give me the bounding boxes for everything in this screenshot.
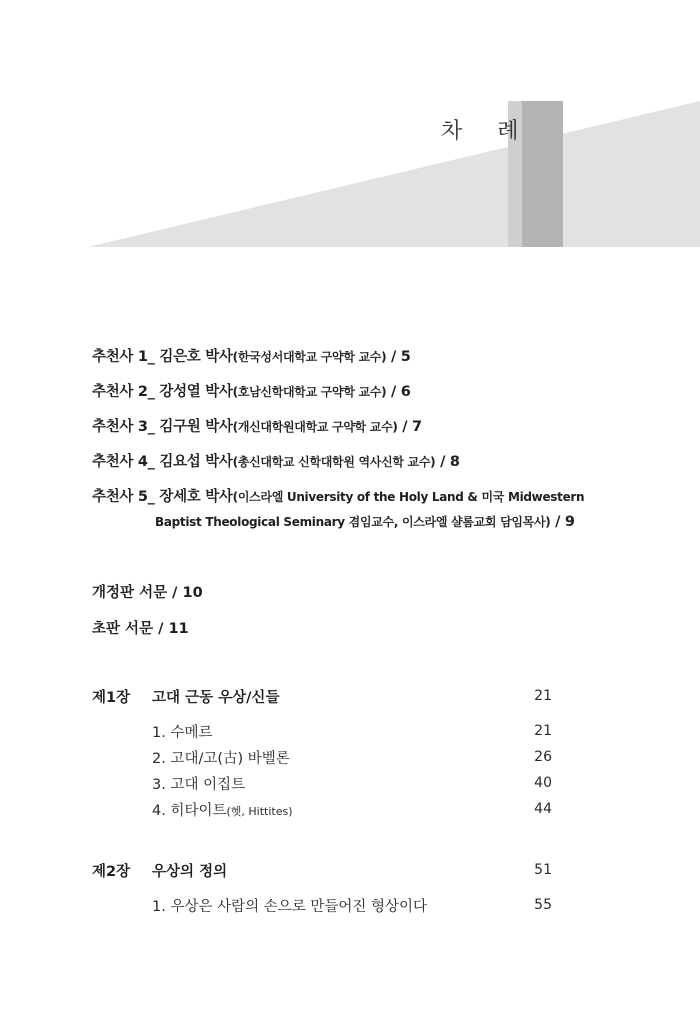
rec-label: 추천사 3_ 김구원 박사 bbox=[92, 419, 233, 435]
rec-label: 추천사 1_ 김은호 박사 bbox=[92, 349, 233, 365]
rec-label: 추천사 2_ 강성열 박사 bbox=[92, 384, 233, 400]
rec-page: / 8 bbox=[435, 454, 460, 470]
header-wedge bbox=[88, 101, 700, 247]
rec-affil: (총신대학교 신학대학원 역사신학 교수) bbox=[232, 455, 436, 469]
preface-first: 초판 서문 / 11 bbox=[92, 621, 189, 637]
section-2-1-title: 1. 우상은 사람의 손으로 만들어진 형상이다 bbox=[152, 899, 427, 915]
chapter-1-title: 고대 근동 우상/신들 bbox=[152, 690, 280, 706]
rec-affil-continued bbox=[92, 513, 584, 530]
recommendation-2 bbox=[92, 380, 411, 401]
section-2-1-page: 55 bbox=[534, 897, 552, 913]
section-1-2-page: 26 bbox=[534, 749, 552, 765]
rec-page: / 9 bbox=[550, 514, 575, 530]
recommendation-1 bbox=[92, 345, 411, 366]
section-1-2-title: 2. 고대/고(古) 바벨론 bbox=[152, 751, 290, 767]
section-1-1-title: 1. 수메르 bbox=[152, 725, 213, 741]
toc-title: 차 례 bbox=[441, 119, 533, 144]
chapter-1-page: 21 bbox=[534, 688, 552, 704]
chapter-2-page: 51 bbox=[534, 862, 552, 878]
rec-page: / 5 bbox=[386, 349, 411, 365]
section-title-text: 4. 히타이트 bbox=[152, 803, 227, 819]
section-1-3-title: 3. 고대 이집트 bbox=[152, 777, 246, 793]
header-decoration bbox=[0, 0, 700, 260]
rec-affil2: Baptist Theological Seminary 겸임교수, 이스라엘 샬롬교회 담임목사) bbox=[155, 515, 551, 529]
chapter-1-number: 제1장 bbox=[92, 690, 131, 706]
section-1-3-page: 40 bbox=[534, 775, 552, 791]
preface-revised: 개정판 서문 / 10 bbox=[92, 585, 203, 601]
chapter-2-title: 우상의 정의 bbox=[152, 864, 228, 880]
recommendation-5 bbox=[92, 485, 584, 530]
section-title-note: (헷, Hittites) bbox=[226, 805, 293, 818]
rec-affil: (이스라엘 University of the Holy Land & 미국 Midwestern bbox=[232, 490, 585, 504]
rec-page: / 6 bbox=[386, 384, 411, 400]
rec-label: 추천사 5_ 장세호 박사 bbox=[92, 489, 233, 505]
rec-page: / 7 bbox=[397, 419, 422, 435]
recommendation-3 bbox=[92, 415, 422, 436]
section-1-4-page: 44 bbox=[534, 801, 552, 817]
rec-affil: (호남신학대학교 구약학 교수) bbox=[232, 385, 387, 399]
rec-affil: (개신대학원대학교 구약학 교수) bbox=[232, 420, 398, 434]
section-1-4-title bbox=[152, 799, 293, 820]
section-1-1-page: 21 bbox=[534, 723, 552, 739]
rec-affil: (한국성서대학교 구약학 교수) bbox=[232, 350, 387, 364]
recommendation-4 bbox=[92, 450, 460, 471]
chapter-2-number: 제2장 bbox=[92, 864, 131, 880]
rec-label: 추천사 4_ 김요섭 박사 bbox=[92, 454, 233, 470]
